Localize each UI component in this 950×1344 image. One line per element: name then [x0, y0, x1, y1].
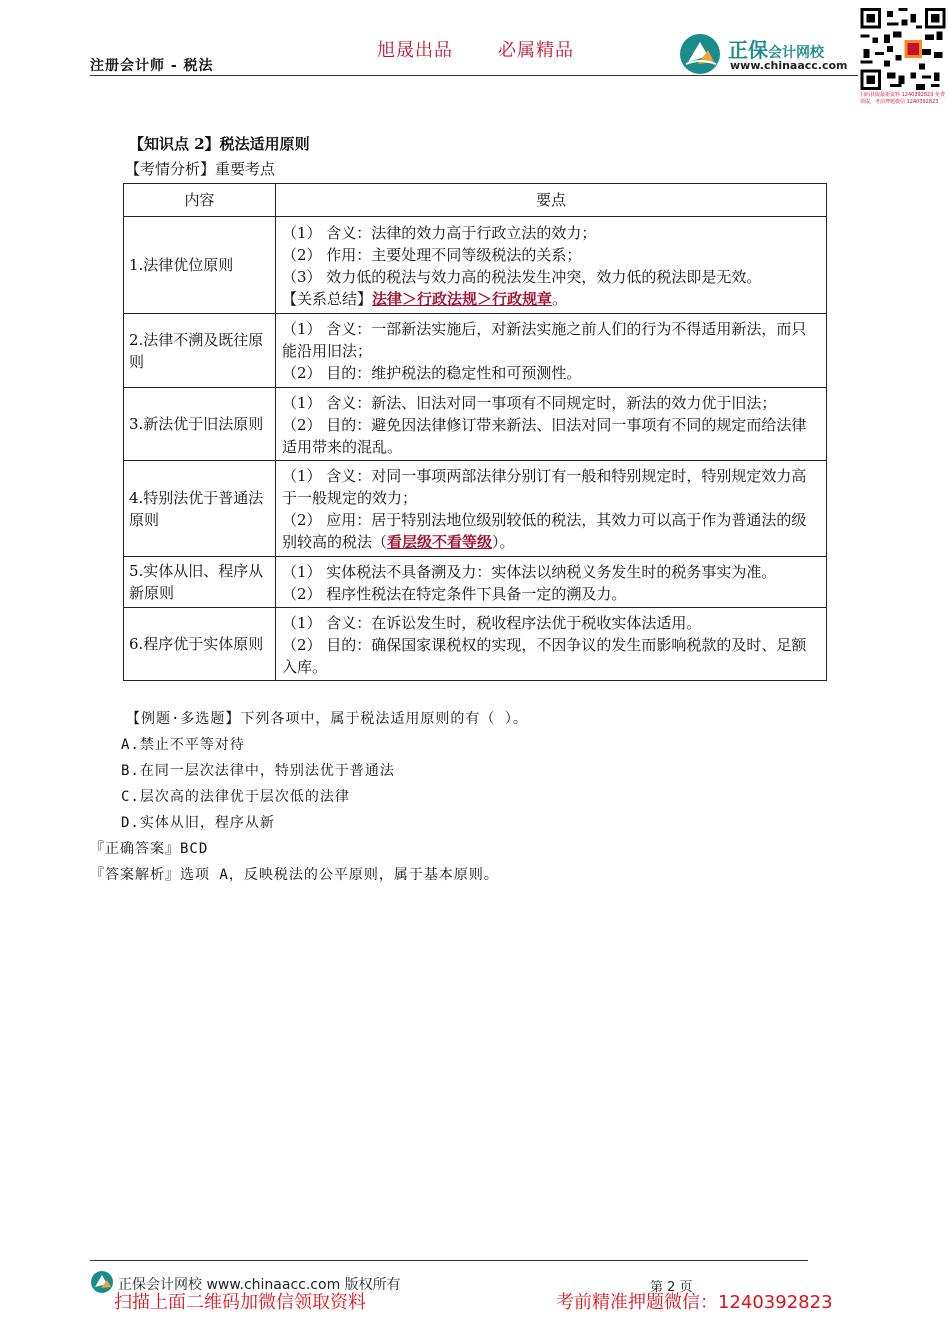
table-row	[124, 461, 827, 557]
summary-line	[282, 288, 820, 310]
footer-divider	[90, 1260, 808, 1261]
point-line: （2） 目的：维护税法的稳定性和可预测性。	[282, 364, 582, 382]
exam-analysis: 【考情分析】重要考点	[125, 160, 276, 178]
option-a: A.禁止不平等对待	[121, 737, 245, 753]
point-emphasis: 看层级不看等级	[387, 533, 493, 551]
slogan-1: 旭晟出品	[377, 40, 453, 61]
principle-points	[276, 217, 827, 314]
point-tail: ）。	[492, 533, 515, 551]
option-d: D.实体从旧，程序从新	[121, 815, 275, 831]
principle-name: 5.实体从旧、程序从新原则	[124, 557, 276, 608]
point-line: （1） 实体税法不具备溯及力：实体法以纳税义务发生时的税务事实为准。	[282, 562, 777, 581]
summary-label: 【关系总结】	[282, 289, 373, 308]
point-line: （1） 含义：新法、旧法对同一事项有不同规定时，新法的效力优于旧法；	[282, 393, 777, 412]
qr-caption: 扫码获取最新资料 1240392823 免费领取，考前押题微信 1240392823	[860, 92, 945, 105]
point-line: （1） 含义：对同一事项两部法律分别订有一般和特别规定时，特别规定效力高于一般规定的效力；	[282, 467, 807, 507]
point-line: （2） 目的：确保国家课税权的实现，不因争议的发生而影响税款的及时、足额入库。	[282, 635, 807, 676]
principle-points	[276, 314, 827, 388]
promo-text-left: 扫描上面二维码加微信领取资料	[114, 1292, 366, 1313]
principle-name: 3.新法优于旧法原则	[124, 388, 276, 461]
option-c: C.层次高的法律优于层次低的法律	[121, 789, 350, 805]
correct-answer: 『正确答案』BCD	[90, 841, 209, 857]
brand-name-main: 正保	[728, 38, 768, 62]
footer-copyright: 正保会计网校 www.chinaacc.com 版权所有	[118, 1277, 401, 1293]
brand-logo-icon	[678, 32, 722, 76]
brand-logo	[678, 30, 858, 78]
column-header-content: 内容	[124, 184, 276, 217]
table-row	[124, 217, 827, 314]
point-line: （2） 作用：主要处理不同等级税法的关系；	[282, 245, 582, 264]
table-row	[124, 314, 827, 388]
slogan-2: 必属精品	[498, 40, 574, 61]
principle-points	[276, 461, 827, 557]
column-header-points: 要点	[276, 184, 827, 217]
brand-url: www.chinaacc.com	[730, 59, 848, 72]
qr-code-icon[interactable]	[860, 8, 946, 90]
principle-name: 2.法律不溯及既往原则	[124, 314, 276, 388]
summary-emphasis: 法律＞行政法规＞行政规章	[372, 289, 553, 308]
principle-points	[276, 608, 827, 681]
table-row	[124, 388, 827, 461]
table-row	[124, 557, 827, 608]
principle-points	[276, 388, 827, 461]
summary-tail: 。	[552, 289, 568, 308]
knowledge-point-title: 【知识点 2】税法适用原则	[129, 135, 310, 153]
point-line	[282, 509, 820, 553]
principle-name: 1.法律优位原则	[124, 217, 276, 314]
option-b: B.在同一层次法律中，特别法优于普通法	[121, 763, 395, 779]
brand-name-sub: 会计网校	[768, 45, 824, 61]
table-header-row	[124, 184, 827, 217]
header-divider	[90, 75, 858, 76]
principles-table	[123, 183, 827, 681]
point-line: （2） 目的：避免因法律修订带来新法、旧法对同一事项有不同的规定而给法律适用带来的混乱。	[282, 415, 807, 456]
promo-text-right: 考前精准押题微信：1240392823	[556, 1292, 833, 1313]
point-head: （2） 应用：居于特别法地位级别较低的税法，其效力可以高于作为普通法的级别较高的税法（	[282, 511, 807, 551]
document-title: 注册会计师 - 税法	[90, 58, 214, 74]
page-number: 第 2 页	[650, 1280, 693, 1295]
principle-name: 4.特别法优于普通法原则	[124, 461, 276, 557]
table-row	[124, 608, 827, 681]
point-line: （1） 含义：法律的效力高于行政立法的效力；	[282, 223, 597, 242]
point-line: （1） 含义：在诉讼发生时，税收程序法优于税收实体法适用。	[282, 613, 702, 632]
principle-name: 6.程序优于实体原则	[124, 608, 276, 681]
point-line: （3） 效力低的税法与效力高的税法发生冲突，效力低的税法即是无效。	[282, 267, 762, 286]
principle-points	[276, 557, 827, 608]
point-line: （1） 含义：一部新法实施后，对新法实施之前人们的行为不得适用新法，而只能沿用旧法；	[282, 320, 807, 360]
footer-logo-icon	[90, 1270, 114, 1294]
answer-explanation: 『答案解析』选项 A，反映税法的公平原则，属于基本原则。	[90, 867, 499, 883]
example-question: 【例题·多选题】下列各项中，属于税法适用原则的有（ ）。	[126, 711, 528, 727]
point-line: （2） 程序性税法在特定条件下具备一定的溯及力。	[282, 584, 627, 603]
